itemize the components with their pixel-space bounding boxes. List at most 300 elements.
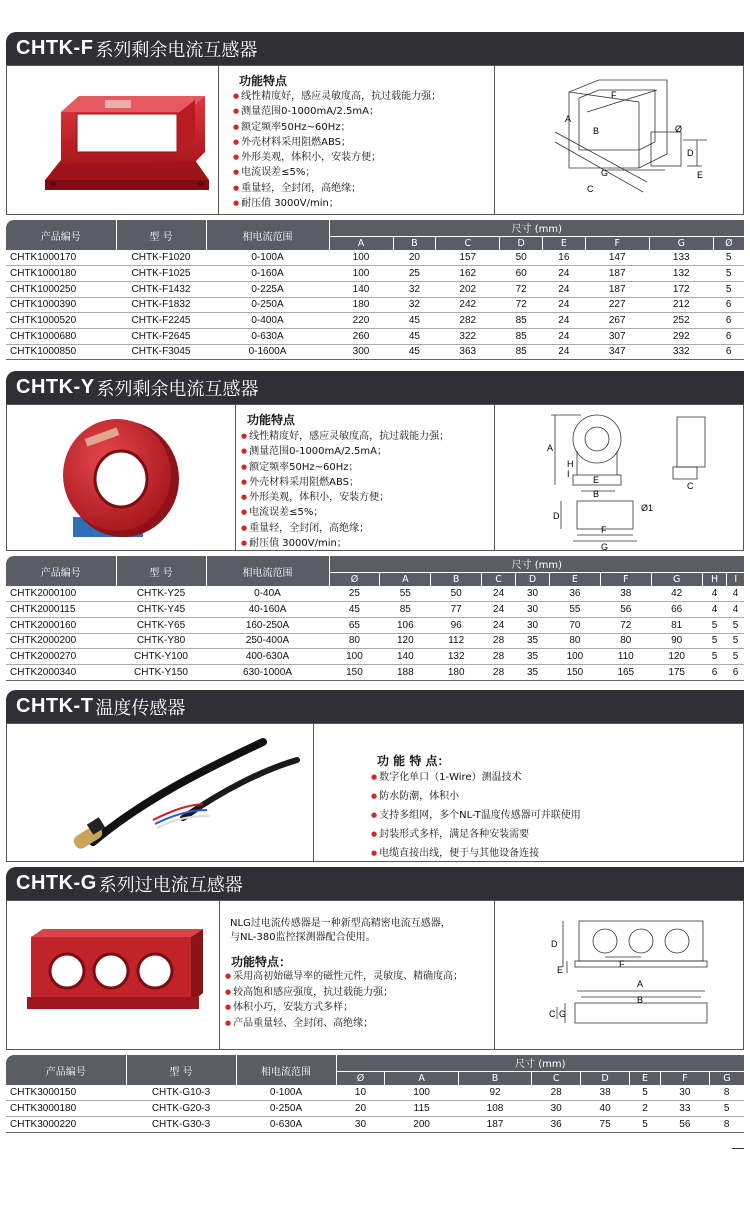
table-cell: 108 (458, 1101, 531, 1117)
table-cell: 175 (651, 664, 702, 680)
table-cell: 4 (727, 586, 744, 602)
table-cell: 112 (431, 633, 482, 649)
table-cell: CHTK-G10-3 (126, 1085, 236, 1101)
intro-line: NLG过电流传感器是一种新型高精密电流互感器， (230, 918, 451, 929)
table-cell: 36 (549, 586, 600, 602)
dim-header: B (393, 236, 436, 250)
table-cell: 28 (482, 649, 516, 665)
feature-item: ● 防水防潮，体积小 (371, 787, 581, 806)
table-cell: 400-630A (206, 649, 329, 665)
table-cell: CHTK-Y45 (116, 602, 206, 618)
table-row (6, 328, 744, 344)
table-cell: 66 (651, 602, 702, 618)
table-cell: 0-100A (236, 1085, 336, 1101)
table-cell: 187 (458, 1116, 531, 1132)
diagram-label: F (601, 525, 607, 535)
table-cell: 180 (329, 297, 393, 313)
table-cell: 60 (500, 266, 543, 282)
table-cell: 188 (380, 664, 431, 680)
feature-item: ● 耐压值 3000V/min； (241, 536, 449, 551)
spec-table-y (6, 556, 744, 681)
feature-item: ● 产品重量轻、全封闭、高绝缘； (225, 1016, 463, 1032)
section-g-info-box (6, 900, 744, 1050)
diagram-label: F (611, 90, 617, 100)
table-cell: CHTK-F1025 (116, 266, 206, 282)
table-cell: 36 (532, 1116, 581, 1132)
diagram-label: E (557, 965, 564, 975)
table-cell: 165 (600, 664, 651, 680)
table-cell: 2 (630, 1101, 661, 1117)
table-cell: 132 (431, 649, 482, 665)
table-cell: 72 (500, 281, 543, 297)
section-t-header (6, 690, 744, 723)
table-cell: 20 (336, 1101, 385, 1117)
table-cell: 50 (431, 586, 482, 602)
table-cell: 6 (713, 344, 744, 360)
dim-header: E (630, 1071, 661, 1085)
table-cell: CHTK1000390 (6, 297, 116, 313)
table-cell: 30 (660, 1085, 709, 1101)
col-header-code: 产品编号 (6, 556, 116, 586)
table-cell: CHTK-F2645 (116, 328, 206, 344)
intro-line: 与NL-380监控探测器配合使用。 (230, 932, 376, 943)
dimension-diagram-y (537, 411, 737, 551)
col-header-code: 产品编号 (6, 1055, 126, 1085)
table-cell: 292 (649, 328, 713, 344)
table-cell: 6 (713, 313, 744, 329)
table-row (6, 313, 744, 329)
table-cell: 187 (585, 266, 649, 282)
dim-header: F (585, 236, 649, 250)
feature-item: ● 耐压值 3000V/min； (233, 196, 441, 211)
table-cell: 38 (600, 586, 651, 602)
table-cell: 8 (709, 1116, 744, 1132)
table-cell: CHTK2000100 (6, 586, 116, 602)
feature-item: ● 外形美观，体积小，安装方便； (241, 490, 449, 505)
table-cell: 24 (543, 281, 586, 297)
table-cell: CHTK1000250 (6, 281, 116, 297)
table-cell: 5 (702, 633, 727, 649)
section-y-info-box (6, 404, 744, 551)
col-header-model: 型 号 (116, 220, 206, 250)
table-cell: 5 (713, 281, 744, 297)
table-cell: CHTK3000150 (6, 1085, 126, 1101)
diagram-label: E (697, 170, 704, 180)
table-cell: 0-630A (236, 1116, 336, 1132)
table-cell: 50 (500, 250, 543, 266)
table-cell: 150 (549, 664, 600, 680)
table-cell: 32 (393, 297, 436, 313)
table-cell: 0-225A (206, 281, 329, 297)
table-cell: 45 (393, 344, 436, 360)
table-row (6, 1116, 744, 1132)
table-cell: 16 (543, 250, 586, 266)
diagram-label: B (637, 995, 644, 1005)
diagram-label: H (567, 459, 574, 469)
dim-header: D (516, 572, 550, 586)
table-cell: 5 (709, 1101, 744, 1117)
feature-item: ● 测量范围0-1000mA/2.5mA； (241, 444, 449, 459)
table-cell: 30 (532, 1101, 581, 1117)
diagram-label: F (619, 959, 625, 969)
table-cell: 202 (436, 281, 500, 297)
table-cell: CHTK-Y150 (116, 664, 206, 680)
transformer-f-photo (35, 82, 215, 202)
col-header-range: 相电流范围 (206, 556, 329, 586)
section-y-name: 系列剩余电流互感器 (96, 378, 259, 400)
dim-header: F (660, 1071, 709, 1085)
table-row (6, 664, 744, 680)
col-header-code: 产品编号 (6, 220, 116, 250)
table-row (6, 586, 744, 602)
dim-header: C (532, 1071, 581, 1085)
section-t-feature-title: 功 能 特 点： (377, 754, 450, 768)
dim-header: A (385, 1071, 458, 1085)
dim-header: D (581, 1071, 630, 1085)
table-cell: 35 (516, 633, 550, 649)
table-cell: 140 (329, 281, 393, 297)
table-cell: 0-100A (206, 250, 329, 266)
table-cell: 100 (329, 266, 393, 282)
feature-item: ● 采用高初始磁导率的磁性元件，灵敏度、精确度高； (225, 969, 463, 985)
dimension-diagram-g (537, 911, 737, 1041)
dim-header: C (482, 572, 516, 586)
table-cell: 24 (543, 313, 586, 329)
diagram-label: G (601, 542, 609, 551)
feature-item: ● 电流误差≤5%； (241, 505, 449, 520)
dim-header: G (649, 236, 713, 250)
dim-header: B (431, 572, 482, 586)
table-row (6, 281, 744, 297)
diagram-label: A (565, 114, 572, 124)
table-cell: 160-250A (206, 617, 329, 633)
col-header-dimensions: 尺寸 (mm) (336, 1055, 744, 1071)
table-cell: 33 (660, 1101, 709, 1117)
feature-item: ● 额定频率50Hz~60Hz； (233, 120, 441, 135)
table-cell: 80 (549, 633, 600, 649)
table-cell: 5 (702, 649, 727, 665)
table-cell: 38 (581, 1085, 630, 1101)
feature-item: ● 封装形式多样，满足各种安装需要 (371, 825, 581, 844)
table-row (6, 344, 744, 360)
table-cell: 150 (329, 664, 380, 680)
table-cell: 260 (329, 328, 393, 344)
section-g-name: 系列过电流互感器 (98, 874, 243, 896)
table-cell: 85 (380, 602, 431, 618)
table-cell: CHTK2000115 (6, 602, 116, 618)
feature-item: ● 支持多组网，多个NL-T温度传感器可并联使用 (371, 806, 581, 825)
diagram-label: D (687, 148, 694, 158)
table-cell: 96 (431, 617, 482, 633)
table-cell: 90 (651, 633, 702, 649)
table-cell: 162 (436, 266, 500, 282)
diagram-label: C (587, 184, 594, 194)
table-row (6, 617, 744, 633)
spec-table-g (6, 1055, 744, 1133)
table-cell: CHTK1000850 (6, 344, 116, 360)
table-cell: 347 (585, 344, 649, 360)
section-y-header (6, 371, 744, 404)
section-g-intro (230, 917, 451, 945)
table-cell: 35 (516, 664, 550, 680)
table-cell: CHTK3000220 (6, 1116, 126, 1132)
table-cell: 120 (380, 633, 431, 649)
feature-item: ● 体积小巧，安装方式多样； (225, 1000, 463, 1016)
feature-item: ● 外壳材料采用阻燃ABS； (241, 475, 449, 490)
table-cell: 100 (385, 1085, 458, 1101)
feature-item: ● 重量轻，全封闭，高绝缘； (241, 521, 449, 536)
diagram-label: E (593, 475, 600, 485)
table-cell: 56 (600, 602, 651, 618)
table-cell: 24 (543, 328, 586, 344)
table-cell: 0-250A (206, 297, 329, 313)
table-row (6, 1101, 744, 1117)
table-cell: 81 (651, 617, 702, 633)
dim-header: B (458, 1071, 531, 1085)
diagram-label: I (567, 469, 570, 479)
table-cell: 25 (393, 266, 436, 282)
table-cell: 4 (727, 602, 744, 618)
table-cell: 85 (500, 328, 543, 344)
table-cell: 332 (649, 344, 713, 360)
feature-item: ● 额定频率50Hz~60Hz； (241, 460, 449, 475)
diagram-label: G (559, 1009, 567, 1019)
feature-item: ● 重量轻，全封闭，高绝缘； (233, 181, 441, 196)
table-cell: 45 (393, 313, 436, 329)
table-cell: CHTK-Y100 (116, 649, 206, 665)
table-cell: CHTK3000180 (6, 1101, 126, 1117)
table-cell: 6 (727, 664, 744, 680)
diagram-label: D (553, 511, 560, 521)
dim-header: G (651, 572, 702, 586)
table-cell: 6 (713, 328, 744, 344)
diagram-label: D (551, 939, 558, 949)
table-cell: CHTK-Y25 (116, 586, 206, 602)
section-t-code: CHTK-T (16, 695, 94, 717)
table-cell: 157 (436, 250, 500, 266)
section-f-name: 系列剩余电流互感器 (95, 39, 258, 61)
table-cell: 267 (585, 313, 649, 329)
table-cell: CHTK1000170 (6, 250, 116, 266)
table-row (6, 633, 744, 649)
table-cell: 80 (600, 633, 651, 649)
dim-header: F (600, 572, 651, 586)
table-cell: 24 (543, 297, 586, 313)
table-cell: 85 (500, 344, 543, 360)
diagram-label: C (549, 1009, 556, 1019)
table-cell: 24 (482, 602, 516, 618)
table-cell: 4 (702, 586, 727, 602)
dim-header: D (500, 236, 543, 250)
table-cell: 40 (581, 1101, 630, 1117)
table-cell: 45 (329, 602, 380, 618)
col-header-dimensions: 尺寸 (mm) (329, 556, 744, 572)
table-cell: 28 (482, 664, 516, 680)
table-row (6, 250, 744, 266)
table-cell: 20 (393, 250, 436, 266)
table-cell: 212 (649, 297, 713, 313)
table-cell: 8 (709, 1085, 744, 1101)
diagram-label: G (601, 168, 609, 178)
dim-header: A (329, 236, 393, 250)
table-cell: 85 (500, 313, 543, 329)
table-cell: 5 (630, 1116, 661, 1132)
table-cell: CHTK2000160 (6, 617, 116, 633)
table-cell: 24 (482, 586, 516, 602)
table-cell: 227 (585, 297, 649, 313)
temperature-probe-photo (63, 730, 303, 858)
table-cell: 45 (393, 328, 436, 344)
table-cell: CHTK-F1020 (116, 250, 206, 266)
table-cell: 30 (516, 586, 550, 602)
table-cell: 72 (600, 617, 651, 633)
section-y-feature-list (241, 429, 449, 551)
col-header-model: 型 号 (116, 556, 206, 586)
section-y-feature-title: 功能特点 (247, 413, 296, 427)
table-cell: 180 (431, 664, 482, 680)
diagram-label: A (547, 443, 554, 453)
section-t-info-box (6, 723, 744, 862)
dim-header: G (709, 1071, 744, 1085)
table-cell: CHTK-F1832 (116, 297, 206, 313)
dim-header: Ø (336, 1071, 385, 1085)
section-t-name: 温度传感器 (95, 697, 186, 719)
table-cell: 5 (702, 617, 727, 633)
table-cell: CHTK-Y65 (116, 617, 206, 633)
table-cell: 5 (727, 617, 744, 633)
table-cell: 0-630A (206, 328, 329, 344)
table-cell: 115 (385, 1101, 458, 1117)
table-cell: 4 (702, 602, 727, 618)
table-cell: 252 (649, 313, 713, 329)
section-f-header (6, 32, 744, 65)
table-cell: 100 (549, 649, 600, 665)
table-cell: 25 (329, 586, 380, 602)
table-row (6, 602, 744, 618)
section-g-code: CHTK-G (16, 872, 97, 894)
table-cell: 30 (336, 1116, 385, 1132)
table-cell: 24 (543, 344, 586, 360)
table-cell: 72 (500, 297, 543, 313)
col-header-dimensions: 尺寸 (mm) (329, 220, 744, 236)
table-cell: 28 (482, 633, 516, 649)
diagram-label: Ø (675, 124, 683, 134)
table-cell: 0-1600A (206, 344, 329, 360)
table-cell: 140 (380, 649, 431, 665)
table-cell: 147 (585, 250, 649, 266)
table-cell: 55 (549, 602, 600, 618)
table-cell: 132 (649, 266, 713, 282)
table-cell: 322 (436, 328, 500, 344)
table-cell: 282 (436, 313, 500, 329)
dim-header: I (727, 572, 744, 586)
table-cell: 32 (393, 281, 436, 297)
section-y-code: CHTK-Y (16, 376, 95, 398)
table-cell: 363 (436, 344, 500, 360)
diagram-label: B (593, 126, 600, 136)
table-cell: 6 (713, 297, 744, 313)
table-cell: 630-1000A (206, 664, 329, 680)
table-cell: 220 (329, 313, 393, 329)
table-row (6, 297, 744, 313)
table-cell: 56 (660, 1116, 709, 1132)
table-cell: 200 (385, 1116, 458, 1132)
table-row (6, 1085, 744, 1101)
dim-header: E (549, 572, 600, 586)
section-g-header (6, 867, 744, 900)
table-cell: 100 (329, 250, 393, 266)
section-g-feature-list (225, 969, 463, 1031)
table-cell: CHTK2000270 (6, 649, 116, 665)
table-cell: 0-160A (206, 266, 329, 282)
feature-item: ● 线性精度好，感应灵敏度高，抗过载能力强； (233, 89, 441, 104)
feature-item: ● 电缆直接出线，便于与其他设备连接 (371, 844, 581, 863)
section-g-feature-title: 功能特点： (231, 955, 292, 969)
table-cell: 133 (649, 250, 713, 266)
diagram-label: C (687, 481, 694, 491)
section-f-code: CHTK-F (16, 37, 94, 59)
table-cell: CHTK1000680 (6, 328, 116, 344)
table-cell: 172 (649, 281, 713, 297)
table-cell: 110 (600, 649, 651, 665)
transformer-y-photo (55, 413, 195, 547)
table-cell: 300 (329, 344, 393, 360)
feature-item: ● 线性精度好，感应灵敏度高，抗过载能力强； (241, 429, 449, 444)
diagram-label: Ø1 (641, 503, 654, 513)
table-cell: 0-40A (206, 586, 329, 602)
section-f-info-box (6, 65, 744, 215)
table-cell: CHTK2000340 (6, 664, 116, 680)
dim-header: E (543, 236, 586, 250)
table-cell: 40-160A (206, 602, 329, 618)
table-cell: CHTK-F2245 (116, 313, 206, 329)
table-cell: CHTK-G20-3 (126, 1101, 236, 1117)
dim-header: Ø (713, 236, 744, 250)
table-cell: 92 (458, 1085, 531, 1101)
table-cell: 307 (585, 328, 649, 344)
table-row (6, 649, 744, 665)
feature-item: ● 外壳材料采用阻燃ABS； (233, 135, 441, 150)
table-cell: 10 (336, 1085, 385, 1101)
table-cell: 5 (727, 633, 744, 649)
table-cell: 0-250A (236, 1101, 336, 1117)
table-cell: 242 (436, 297, 500, 313)
table-cell: CHTK-Y80 (116, 633, 206, 649)
table-cell: CHTK1000180 (6, 266, 116, 282)
dim-header: H (702, 572, 727, 586)
table-cell: 5 (713, 266, 744, 282)
section-f-feature-title: 功能特点 (239, 74, 288, 88)
section-f-feature-list (233, 89, 441, 211)
table-cell: 30 (516, 602, 550, 618)
table-cell: 250-400A (206, 633, 329, 649)
section-t-feature-list (371, 768, 581, 863)
table-cell: 5 (713, 250, 744, 266)
transformer-g-photo (27, 927, 207, 1017)
table-cell: 42 (651, 586, 702, 602)
spec-table-f (6, 220, 744, 360)
dim-header: C (436, 236, 500, 250)
table-cell: 75 (581, 1116, 630, 1132)
table-cell: 100 (329, 649, 380, 665)
table-cell: 5 (630, 1085, 661, 1101)
table-cell: 35 (516, 649, 550, 665)
table-cell: 106 (380, 617, 431, 633)
table-cell: 65 (329, 617, 380, 633)
table-row (6, 266, 744, 282)
table-cell: CHTK-F1432 (116, 281, 206, 297)
dim-header: A (380, 572, 431, 586)
